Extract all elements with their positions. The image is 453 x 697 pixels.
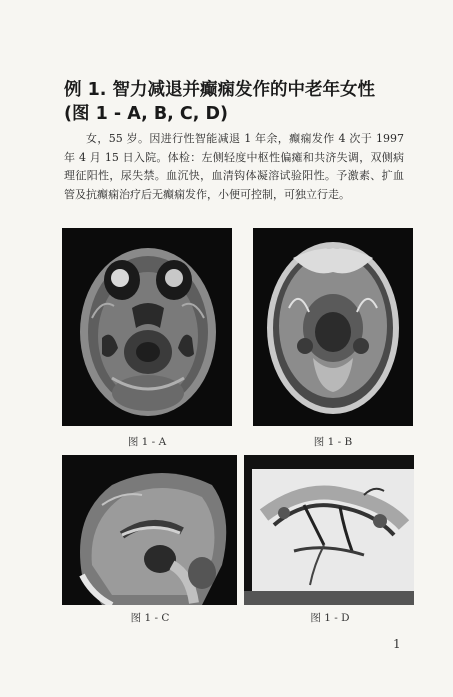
figure-1c-image	[62, 455, 237, 605]
case-heading-line-1: 例 1. 智力减退并癫痫发作的中老年女性	[64, 80, 376, 100]
figure-1d-caption: 图 1 - D	[310, 612, 350, 624]
figure-1c-mri-sagittal	[62, 455, 237, 605]
figure-1b-image	[253, 228, 413, 426]
figure-1d-image	[244, 455, 414, 605]
figure-1c-caption: 图 1 - C	[130, 612, 170, 624]
case-description	[64, 130, 404, 204]
page-number: 1	[393, 637, 401, 651]
figure-1a-image	[62, 228, 232, 426]
case-heading-line-2: (图 1 - A, B, C, D)	[64, 104, 229, 124]
case-paragraph: 女，55 岁。因进行性智能减退 1 年余，癫痫发作 4 次于 1997 年 4 月 15 日入院。体检：左侧轻度中枢性偏瘫和共济失调，双侧病理征阳性，尿失禁。血沉快，血清钩体凝溶试验阳性。予激素、扩血管及抗癫痫治疗后无癫痫发作，小便可控制，可独立行走。	[64, 132, 404, 201]
figure-1a-mri-axial	[62, 228, 232, 426]
case-heading	[64, 78, 424, 126]
figure-1d-angiogram	[244, 455, 414, 605]
figure-1a-caption: 图 1 - A	[127, 436, 167, 448]
figure-1b-mri-axial	[253, 228, 413, 426]
figure-1b-caption: 图 1 - B	[313, 436, 353, 448]
